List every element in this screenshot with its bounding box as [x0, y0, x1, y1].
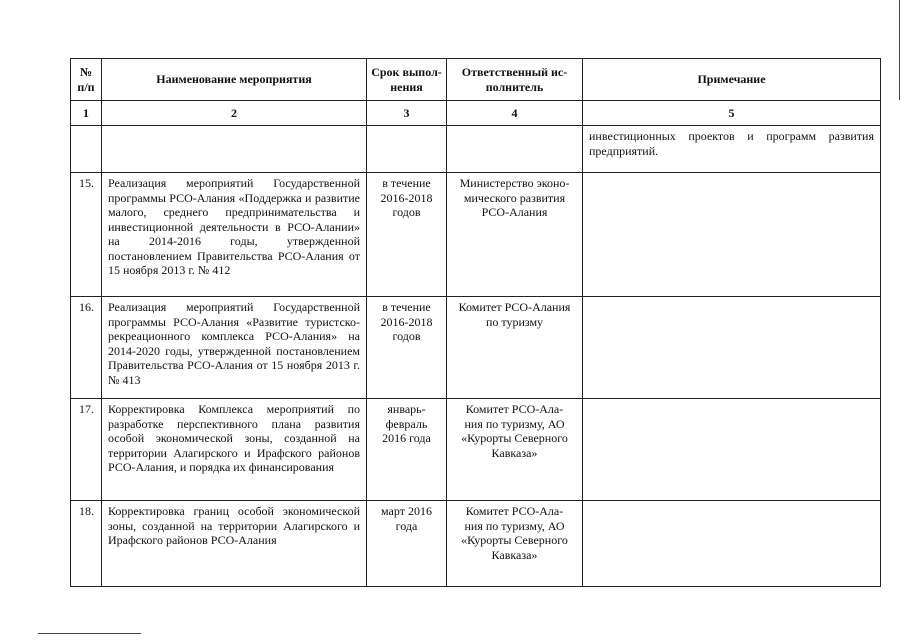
event-name-cell: Реализация мероприятий Государственной программы РСО-Алания «Поддержка и развитие малого, среднего предпринимательства и инвестиционной деятельности в РСО-Алании» на 2014-2016 годы, утвержденной постановлением Правительства РСО-Алания от 15 ноября 2013 г. № 412: [102, 173, 367, 297]
event-name-cell: Реализация мероприятий Государственной программы РСО-Алания «Развитие туристско-рекреационного комплекса РСО-Алания» на 2014-2020 годы, утвержденной постановлением Правительства РСО-Алания от 15 ноября 2013 г. № 413: [102, 297, 367, 399]
responsible-cell: [447, 126, 583, 173]
row-number-cell: 17.: [71, 399, 102, 501]
column-number: 5: [583, 101, 881, 126]
row-number-cell: 16.: [71, 297, 102, 399]
table-row: [71, 501, 881, 587]
row-number-cell: 15.: [71, 173, 102, 297]
note-cell: [583, 501, 881, 587]
row-number-cell: 18.: [71, 501, 102, 587]
deadline-cell: [367, 126, 447, 173]
header-deadline: Срок выпол- нения: [367, 59, 447, 101]
header-event-name: Наименование мероприятия: [102, 59, 367, 101]
deadline-cell: январь- февраль 2016 года: [367, 399, 447, 501]
page-edge-line: [899, 0, 900, 100]
column-number: 1: [71, 101, 102, 126]
note-cell: [583, 297, 881, 399]
column-number: 3: [367, 101, 447, 126]
table-row: [71, 399, 881, 501]
footnote-divider: [38, 633, 141, 634]
event-name-cell: Корректировка Комплекса мероприятий по разработке перспективного плана развития особой экономической зоны, созданной на территории Алагирского и Ирафского районов РСО-Алания, и порядка их финансирования: [102, 399, 367, 501]
note-cell: [583, 399, 881, 501]
row-number-cell: [71, 126, 102, 173]
header-number: № п/п: [71, 59, 102, 101]
table-row: [71, 173, 881, 297]
table-header-row: [71, 59, 881, 101]
event-name-cell: [102, 126, 367, 173]
deadline-cell: март 2016 года: [367, 501, 447, 587]
header-responsible: Ответственный ис- полнитель: [447, 59, 583, 101]
note-cell: [583, 173, 881, 297]
column-number: 2: [102, 101, 367, 126]
responsible-cell: Комитет РСО-Ала- ния по туризму, АО «Курорты Северного Кавказа»: [447, 399, 583, 501]
table-row: [71, 297, 881, 399]
deadline-cell: в течение 2016-2018 годов: [367, 297, 447, 399]
header-note: Примечание: [583, 59, 881, 101]
column-number-row: [71, 101, 881, 126]
deadline-cell: в течение 2016-2018 годов: [367, 173, 447, 297]
responsible-cell: Министерство эконо- мического развития РСО-Алания: [447, 173, 583, 297]
note-cell: инвестиционных проектов и программ развития предприятий.: [583, 126, 881, 173]
column-number: 4: [447, 101, 583, 126]
event-name-cell: Корректировка границ особой экономической зоны, созданной на территории Алагирского и Ирафского районов РСО-Алания: [102, 501, 367, 587]
responsible-cell: Комитет РСО-Алания по туризму: [447, 297, 583, 399]
table-row-continuation: [71, 126, 881, 173]
events-table: [70, 58, 881, 587]
responsible-cell: Комитет РСО-Ала- ния по туризму, АО «Курорты Северного Кавказа»: [447, 501, 583, 587]
